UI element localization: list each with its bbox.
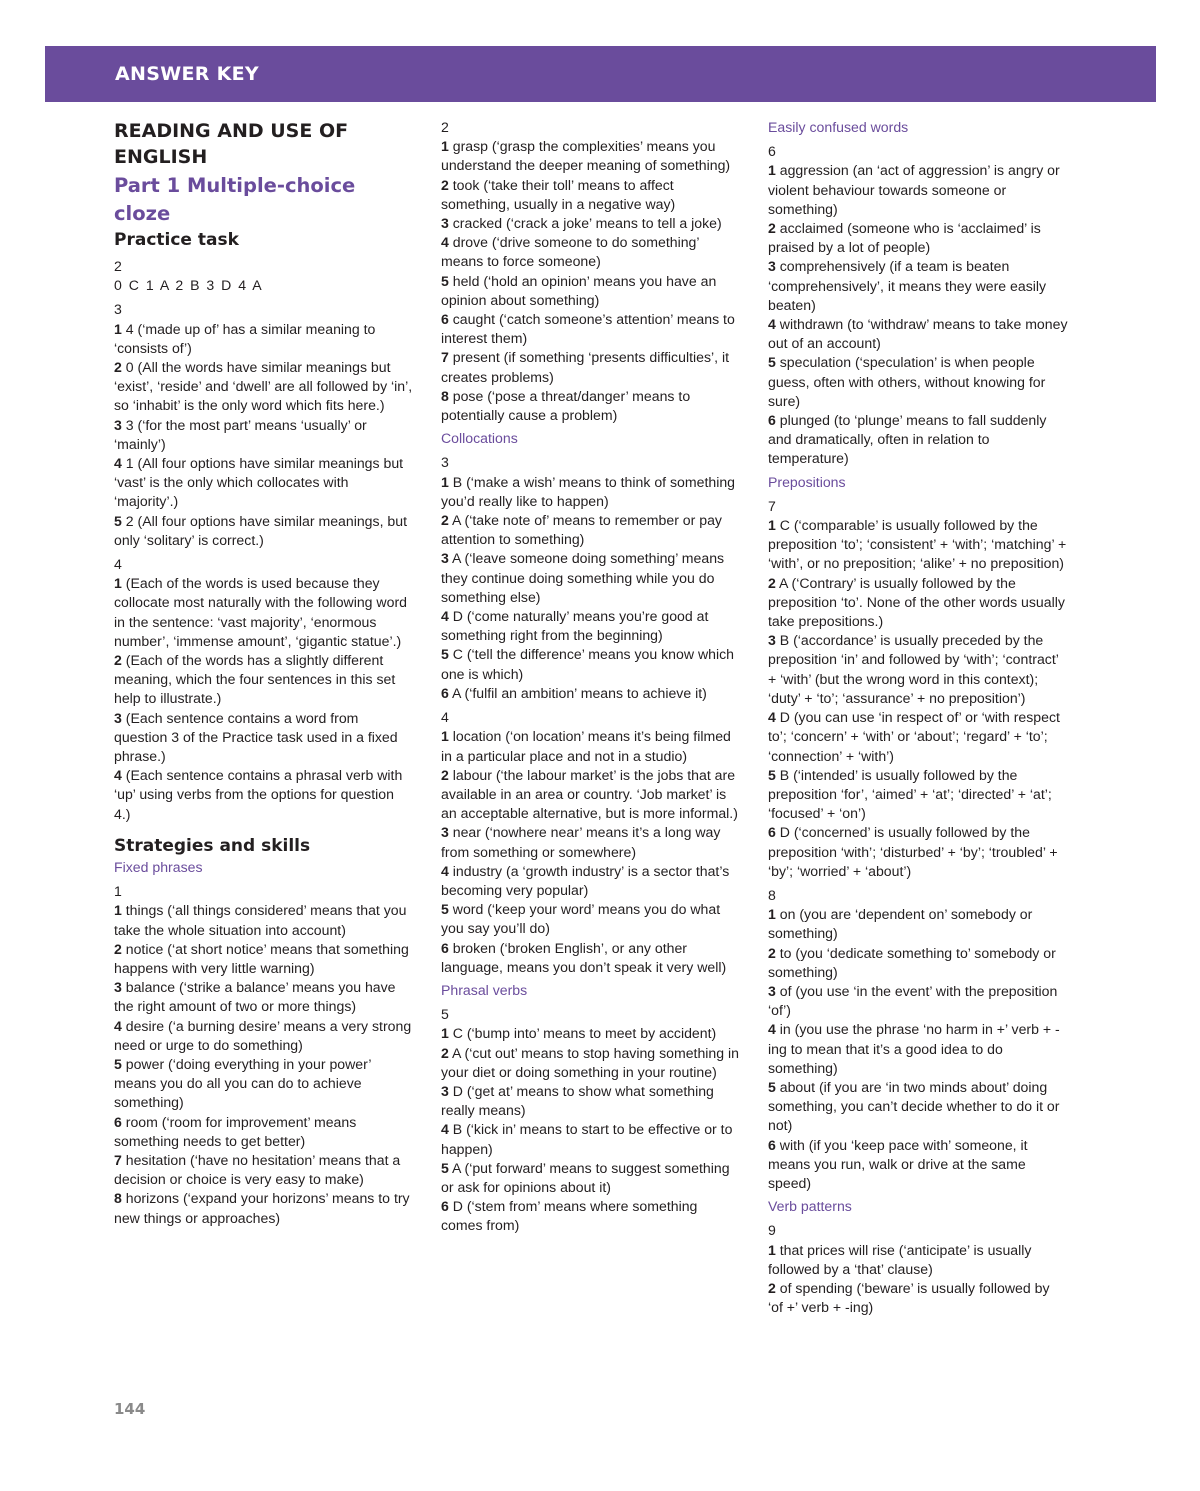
item-number: 3 (114, 416, 122, 433)
item-text: notice (‘at short notice’ means that something happens with very little warning) (114, 940, 409, 976)
item-number: 5 (441, 901, 449, 918)
answer-item (441, 607, 741, 645)
item-text: in (you use the phrase ‘no harm in +’ verb + -ing to mean that it’s a good idea to do something) (768, 1021, 1060, 1076)
item-number: 3 (441, 1082, 449, 1099)
answer-item (768, 905, 1068, 943)
column-middle (441, 118, 741, 1236)
answer-item (768, 1078, 1068, 1136)
item-number: 3 (114, 979, 122, 996)
item-number: 4 (441, 608, 449, 625)
item-text: on (you are ‘dependent on’ somebody or something) (768, 906, 1033, 942)
item-number: 1 (114, 320, 122, 337)
item-text: (Each of the words is used because they collocate most naturally with the following word in the sentence: ‘vast majority’, ‘enormous number’, ‘immense amount’, ‘gigantic statue’.) (114, 575, 407, 649)
item-text: (Each sentence contains a word from question 3 of the Practice task used in a fixed phrase.) (114, 709, 398, 765)
answer-item (441, 310, 741, 348)
item-number: 3 (441, 550, 449, 567)
item-text: with (if you ‘keep pace with’ someone, it means you run, walk or drive at the same speed) (768, 1136, 1028, 1191)
item-number: 7 (441, 349, 449, 366)
item-text: location (‘on location’ means it’s being filmed in a particular place and not in a studio) (441, 728, 731, 764)
answer-item (441, 1082, 741, 1120)
item-number: 1 (114, 902, 122, 919)
answer-item (114, 574, 414, 651)
answer-item (768, 411, 1068, 469)
item-text: A (‘cut out’ means to stop having something in your diet or doing something in your routine) (441, 1044, 739, 1080)
item-text: cracked (‘crack a joke’ means to tell a joke) (448, 215, 722, 232)
item-text: hesitation (‘have no hesitation’ means that a decision or choice is very easy to make) (114, 1151, 401, 1188)
answer-item (768, 574, 1068, 632)
item-text: drove (‘drive someone to do something’ means to force someone) (441, 234, 700, 270)
item-number: 6 (441, 684, 449, 701)
subsection-heading: Prepositions (768, 473, 846, 490)
item-text: D (you can use ‘in respect of’ or ‘with respect to’; ‘concern’ + ‘with’ or ‘about’; ‘regard’ + ‘to’; ‘connection’ + ‘with’) (768, 709, 1060, 764)
answer-item (768, 1241, 1068, 1279)
answer-item (441, 645, 741, 683)
item-number: 5 (768, 766, 776, 783)
item-number: 1 (768, 1241, 776, 1258)
answer-item (114, 1189, 414, 1227)
answer-item (441, 1159, 741, 1197)
item-number: 5 (768, 354, 776, 371)
item-text: caught (‘catch someone’s attention’ means to interest them) (441, 311, 735, 347)
item-number: 4 (114, 455, 122, 472)
answer-item (441, 348, 741, 386)
item-text: balance (‘strike a balance’ means you have the right amount of two or more things) (114, 979, 396, 1015)
item-number: 1 (441, 1025, 449, 1042)
item-number: 1 (114, 575, 122, 592)
answer-item (768, 315, 1068, 353)
question-number: 4 (114, 556, 122, 573)
item-text: of spending (‘beware’ is usually followed by ‘of +’ verb + -ing) (768, 1279, 1050, 1316)
answer-item (114, 766, 414, 824)
item-number: 1 (441, 473, 449, 490)
question-number: 2 (441, 119, 449, 135)
question-number: 9 (768, 1222, 776, 1239)
answer-item (441, 727, 741, 765)
item-number: 3 (114, 709, 122, 726)
answer-item (441, 272, 741, 310)
item-number: 6 (441, 939, 449, 956)
item-text: word (‘keep your word’ means you do what you say you’ll do) (441, 901, 721, 937)
item-text: desire (‘a burning desire’ means a very strong need or urge to do something) (114, 1017, 412, 1053)
question-number: 8 (768, 886, 776, 903)
item-text: acclaimed (someone who is ‘acclaimed’ is praised by a lot of people) (768, 220, 1041, 256)
answer-item (114, 709, 414, 767)
item-text: A (‘Contrary’ is usually followed by the preposition ‘to’. None of the other words usually take prepositions.) (768, 574, 1065, 630)
item-text: 0 (All the words have similar meanings but ‘exist’, ‘reside’ and ‘dwell’ are all followed by ‘in’, so ‘inhabit’ is the only word which fits here.) (114, 359, 413, 414)
item-text: D (‘concerned’ is usually followed by the preposition ‘with’; ‘disturbed’ + ‘by’; ‘troubled’ + ‘by’; ‘worried’ + ‘about’) (768, 824, 1058, 879)
question-number: 4 (441, 709, 449, 726)
task-heading: Practice task (114, 230, 239, 250)
item-number: 5 (441, 1159, 449, 1176)
item-number: 6 (768, 824, 776, 841)
item-text: D (‘stem from’ means where something comes from) (441, 1198, 698, 1234)
answer-item (441, 1120, 741, 1158)
item-number: 2 (768, 1279, 776, 1296)
answer-item (441, 176, 741, 214)
item-number: 5 (114, 512, 122, 529)
answer-item (114, 901, 414, 939)
item-text: A (‘put forward’ means to suggest something or ask for opinions about it) (441, 1159, 730, 1195)
answer-item (768, 1279, 1068, 1317)
item-number: 8 (441, 387, 449, 404)
item-text: A (‘leave someone doing something’ means they continue doing something while you do something else) (441, 550, 725, 605)
subsection-heading: Easily confused words (768, 119, 909, 135)
item-text: room (‘room for improvement’ means something needs to get better) (114, 1113, 357, 1149)
item-number: 4 (768, 1021, 776, 1038)
item-text: B (‘intended’ is usually followed by the preposition ‘for’, ‘aimed’ + ‘at’; ‘directed’ + ‘at’; ‘focused’ + ‘on’) (768, 766, 1052, 822)
answer-item (768, 161, 1068, 219)
item-text: 3 (‘for the most part’ means ‘usually’ or ‘mainly’) (114, 416, 367, 452)
item-number: 6 (114, 1113, 122, 1130)
item-number: 5 (441, 646, 449, 663)
answer-item (768, 516, 1068, 574)
item-number: 3 (768, 982, 776, 999)
answer-item (441, 511, 741, 549)
item-text: C (‘tell the difference’ means you know which one is which) (441, 646, 734, 682)
answer-item (441, 387, 741, 425)
item-number: 6 (768, 1136, 776, 1153)
item-number: 3 (441, 824, 449, 841)
item-text: (Each sentence contains a phrasal verb with ‘up’ using verbs from the options for question 4.) (114, 767, 403, 822)
item-number: 1 (768, 162, 776, 179)
item-text: things (‘all things considered’ means that you take the whole situation into account) (114, 902, 407, 938)
answer-item (441, 766, 741, 824)
item-number: 2 (114, 652, 122, 669)
answer-item (768, 631, 1068, 708)
item-number: 2 (768, 220, 776, 237)
answer-item (441, 473, 741, 511)
answer-item (441, 549, 741, 607)
item-text: about (if you are ‘in two minds about’ doing something, you can’t decide whether to do it or not) (768, 1078, 1060, 1134)
item-number: 2 (114, 940, 122, 957)
answer-item (114, 454, 414, 512)
answer-line: 0 C 1 A 2 B 3 D 4 A (114, 277, 264, 294)
item-text: (Each of the words has a slightly different meaning, which the four sentences in this set help to illustrate.) (114, 652, 396, 707)
answer-item (768, 353, 1068, 411)
item-text: pose (‘pose a threat/danger’ means to potentially cause a problem) (441, 387, 691, 424)
answer-item (441, 939, 741, 977)
subsection-heading: Fixed phrases (114, 858, 203, 875)
item-number: 4 (441, 1121, 449, 1138)
answer-item (114, 978, 414, 1016)
answer-item (768, 708, 1068, 766)
item-number: 2 (441, 176, 449, 193)
item-text: comprehensively (if a team is beaten ‘comprehensively’, it means they were easily beaten) (768, 258, 1047, 313)
answer-item (768, 944, 1068, 982)
answer-item (768, 1020, 1068, 1078)
item-number: 1 (768, 517, 776, 534)
answer-item (441, 862, 741, 900)
answer-item (441, 823, 741, 861)
answer-item (114, 1055, 414, 1113)
page-number: 144 (114, 1400, 146, 1418)
answer-item (768, 982, 1068, 1020)
answer-item (441, 214, 741, 233)
question-number: 6 (768, 143, 776, 160)
item-text: to (you ‘dedicate something to’ somebody or something) (768, 944, 1056, 980)
question-number: 1 (114, 883, 122, 900)
item-number: 2 (441, 1044, 449, 1061)
item-number: 1 (768, 906, 776, 923)
item-text: power (‘doing everything in your power’ means you do all you can do to achieve something) (114, 1055, 371, 1111)
item-number: 2 (768, 574, 776, 591)
column-left (114, 118, 414, 1228)
item-number: 2 (441, 512, 449, 529)
item-text: A (‘fulfil an ambition’ means to achieve it) (448, 684, 707, 701)
answer-item (114, 512, 414, 550)
item-text: speculation (‘speculation’ is when people guess, often with others, without knowing for sure) (768, 354, 1046, 409)
answer-item (114, 651, 414, 709)
item-number: 4 (768, 709, 776, 726)
subsection-heading: Collocations (441, 430, 518, 447)
item-number: 3 (768, 632, 776, 649)
item-number: 2 (114, 359, 122, 376)
answer-item (114, 1113, 414, 1151)
item-number: 6 (441, 311, 449, 328)
item-text: labour (‘the labour market’ is the jobs that are available in an area or country. ‘Job market’ is an acceptable alternative, but is more informal.) (441, 766, 738, 822)
item-number: 5 (441, 272, 449, 289)
item-text: B (‘accordance’ is usually preceded by the preposition ‘in’ and followed by ‘with’; ‘contract’ + ‘with’ (but the wrong word in this context); ‘duty’ + ‘to’; ‘assurance’ + no preposition’) (768, 632, 1059, 706)
item-number: 8 (114, 1190, 122, 1207)
answer-item (768, 257, 1068, 315)
item-text: 1 (All four options have similar meanings but ‘vast’ is the only which collocates with ‘majority’.) (114, 455, 404, 510)
task-heading: Strategies and skills (114, 835, 311, 856)
answer-item (768, 766, 1068, 824)
item-number: 1 (441, 138, 449, 155)
item-number: 1 (441, 728, 449, 745)
item-text: withdrawn (to ‘withdraw’ means to take money out of an account) (768, 316, 1068, 352)
question-number: 3 (114, 301, 122, 318)
column-right (768, 118, 1068, 1317)
item-text: A (‘take note of’ means to remember or pay attention to something) (441, 512, 722, 548)
item-text: B (‘kick in’ means to start to be effective or to happen) (441, 1121, 733, 1157)
item-text: 2 (All four options have similar meanings, but only ‘solitary’ is correct.) (114, 512, 407, 548)
question-number: 3 (441, 454, 449, 471)
item-text: D (‘come naturally’ means you’re good at something right from the beginning) (441, 608, 709, 644)
item-text: C (‘bump into’ means to meet by accident) (448, 1025, 717, 1042)
answer-item (441, 1024, 741, 1043)
answer-item (114, 320, 414, 358)
question-number: 7 (768, 497, 776, 514)
item-number: 4 (441, 862, 449, 879)
answer-item (768, 219, 1068, 257)
item-number: 6 (441, 1198, 449, 1215)
item-number: 7 (114, 1151, 122, 1168)
item-number: 3 (441, 215, 449, 232)
answer-item (441, 233, 741, 271)
item-number: 5 (114, 1055, 122, 1072)
answer-item (441, 684, 741, 703)
item-text: B (‘make a wish’ means to think of something you’d really like to happen) (441, 473, 736, 509)
item-number: 2 (441, 766, 449, 783)
item-number: 4 (441, 234, 449, 251)
item-text: plunged (to ‘plunge’ means to fall suddenly and dramatically, often in relation to temperature) (768, 412, 1047, 467)
answer-item (114, 1151, 414, 1189)
answer-item (114, 1017, 414, 1055)
item-text: broken (‘broken English’, or any other language, means you don’t speak it very well) (441, 939, 727, 975)
answer-item (114, 358, 414, 416)
banner-title: ANSWER KEY (115, 63, 259, 85)
item-text: held (‘hold an opinion’ means you have an opinion about something) (441, 272, 717, 308)
item-number: 4 (768, 316, 776, 333)
item-text: that prices will rise (‘anticipate’ is usually followed by a ‘that’ clause) (768, 1241, 1032, 1277)
answer-item (768, 823, 1068, 881)
answer-item (768, 1136, 1068, 1194)
part-heading: Part 1 Multiple-choice cloze (114, 174, 356, 225)
section-heading: READING AND USE OF ENGLISH (114, 120, 349, 168)
item-text: industry (a ‘growth industry’ is a sector that’s becoming very popular) (441, 862, 730, 898)
item-number: 6 (768, 412, 776, 429)
item-text: grasp (‘grasp the complexities’ means you understand the deeper meaning of something) (441, 138, 731, 174)
answer-item (441, 1044, 741, 1082)
item-text: took (‘take their toll’ means to affect something, usually in a negative way) (441, 176, 676, 212)
item-text: present (if something ‘presents difficulties’, it creates problems) (441, 349, 730, 385)
item-text: horizons (‘expand your horizons’ means to try new things or approaches) (114, 1190, 410, 1226)
question-number: 2 (114, 258, 122, 274)
answer-key-banner (45, 46, 1156, 102)
subsection-heading: Verb patterns (768, 1198, 852, 1215)
item-number: 2 (768, 944, 776, 961)
item-text: D (‘get at’ means to show what something really means) (441, 1082, 714, 1119)
subsection-heading: Phrasal verbs (441, 981, 528, 998)
item-text: C (‘comparable’ is usually followed by the preposition ‘to’; ‘consistent’ + ‘with’; ‘matching’ + ‘with’, or no preposition; ‘alike’ + no preposition) (768, 517, 1067, 572)
item-text: of (you use ‘in the event’ with the preposition ‘of’) (768, 982, 1058, 1019)
item-number: 3 (768, 258, 776, 275)
answer-item (114, 940, 414, 978)
item-number: 4 (114, 1017, 122, 1034)
answer-item (441, 137, 741, 175)
item-number: 4 (114, 767, 122, 784)
answer-item (441, 1197, 741, 1235)
item-text: 4 (‘made up of’ has a similar meaning to ‘consists of’) (114, 320, 376, 356)
answer-item (441, 900, 741, 938)
question-number: 5 (441, 1006, 449, 1023)
item-text: near (‘nowhere near’ means it’s a long way from something or somewhere) (441, 824, 721, 860)
item-number: 5 (768, 1078, 776, 1095)
item-text: aggression (an ‘act of aggression’ is angry or violent behaviour towards someone or something) (768, 162, 1060, 217)
answer-item (114, 416, 414, 454)
